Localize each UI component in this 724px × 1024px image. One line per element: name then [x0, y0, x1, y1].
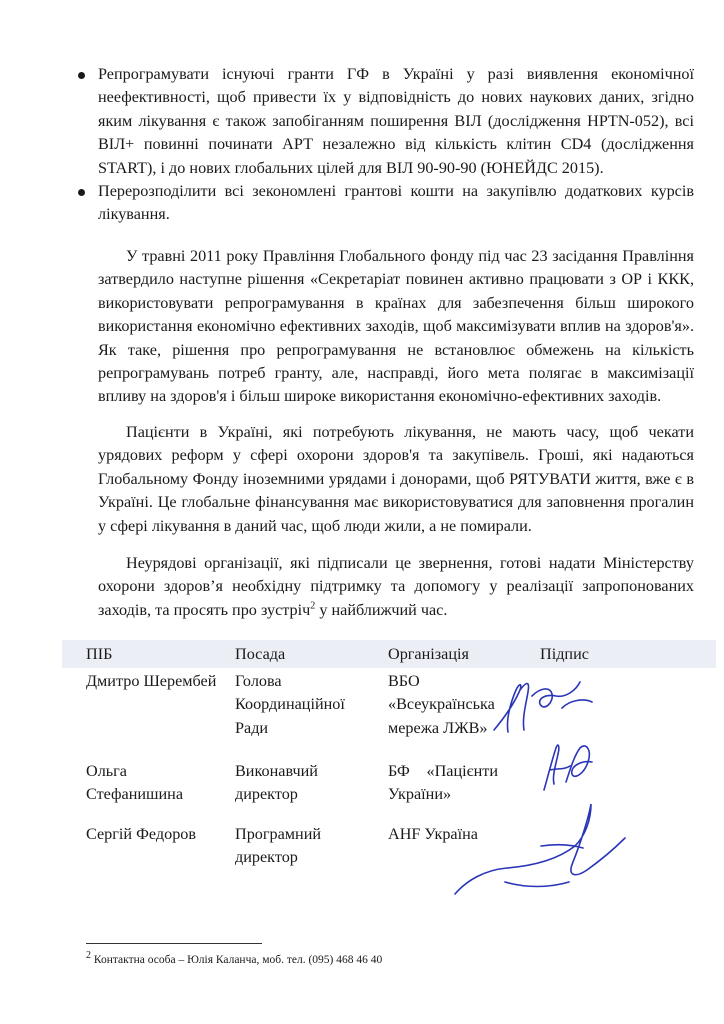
header-organization: Організація [388, 645, 469, 663]
organization-line: АНF Україна [388, 825, 478, 843]
paragraph-patients: Пацієнти в Україні, які потребують лікування, не мають часу, щоб чекати урядових реформ у сфері охорони здоров'я та закупівель. Гроші, які надаються Глобальному Фонду іноземними урядами і донорами, щоб РЯТУВАТИ життя, вже є в Україні. Це глобальне фінансування має використовуватися для заповнення прогалин у сфері лікування в даний час, щоб люди жили, а не помирали. [98, 423, 694, 535]
footnote-reference: 2 [310, 600, 316, 612]
signatory-name [86, 760, 236, 807]
position-line: Ради [235, 718, 269, 737]
bullet-list [74, 63, 694, 227]
header-name: ПІБ [86, 645, 113, 663]
name-line: Ольга [86, 762, 127, 780]
signatory-position [235, 670, 385, 740]
position-line: Виконавчий [235, 762, 318, 780]
bullet-text: Перерозподілити всі зекономлені грантові кошти на закупівлю додаткових курсів лікування. [98, 182, 694, 224]
position-line: Програмний [235, 825, 322, 843]
signatory-position [235, 823, 385, 870]
bullet-icon [78, 72, 85, 79]
organization-line: «Всеукраїнська [388, 695, 495, 714]
organization-line [388, 760, 498, 783]
signatory-name [86, 670, 236, 693]
organization-word: БФ [388, 762, 410, 780]
paragraph-board-decision: У травні 2011 року Правління Глобального фонду під час 23 засідання Правління затвердило наступне рішення «Секретаріат повинен активно працювати з ОР і ККК, використовувати репрограмування в країнах для забезпечення більш широкого використання економічно ефективних заходів, щоб максимізувати вплив на здоров'я». Як таке, рішення про репрограмування не встановлює обмежень на кількість репрограмувань потреб гранту, але, насправді, його мета полягає в максимізації впливу на здоров'я і більш широке використання економічно-ефективних заходів. [98, 247, 694, 406]
position-line: Голова [235, 672, 282, 690]
footnote [86, 950, 383, 967]
organization-line: мережа ЛЖВ» [388, 718, 488, 737]
name-line: Сергій Федоров [86, 825, 197, 843]
footnote-mark: 2 [86, 950, 91, 962]
name-line: Стефанишина [86, 785, 184, 804]
footnote-text: Контактна особа – Юлія Каланча, моб. тел. (095) 468 46 40 [91, 954, 383, 966]
bullet-item [74, 63, 694, 180]
name-line: Дмитро Шерембей [86, 672, 217, 690]
header-position: Посада [235, 645, 286, 663]
signatory-position [235, 760, 385, 807]
position-line: Координаційної [235, 695, 345, 714]
footnote-separator [86, 943, 262, 944]
organization-line: ВБО [388, 672, 420, 690]
organization-word: «Пацієнти [426, 762, 498, 780]
paragraph-ngos-text: Неурядові організації, які підписали це звернення, готові надати Міністерству охорони здоров’я необхідну підтримку та допомогу у реалізації запропонованих заходів, та просять про зустріч [98, 554, 694, 619]
bullet-item [74, 180, 694, 227]
position-line: директор [235, 848, 298, 867]
bullet-text: Репрограмувати існуючі гранти ГФ в Україні у разі виявлення економічної неефективності, щоб привести їх у відповідність до нових наукових даних, згідно яким лікування є також запобіганням поширення ВІЛ (дослідження HPTN-052), всі ВІЛ+ повинні починати АРТ незалежно від кількість клітин CD4 (дослідження START), і до нових глобальних цілей для ВІЛ 90-90-90 (ЮНЕЙДС 2015). [98, 65, 694, 177]
paragraph-ngos-tail: у найближчий час. [315, 600, 448, 619]
signatory-name [86, 823, 236, 846]
header-signature: Підпис [540, 645, 589, 663]
position-line: директор [235, 785, 298, 804]
bullet-icon [78, 189, 85, 196]
paragraph-ngos [98, 552, 694, 622]
signature-3-icon [445, 790, 635, 910]
organization-line: України» [388, 785, 452, 804]
